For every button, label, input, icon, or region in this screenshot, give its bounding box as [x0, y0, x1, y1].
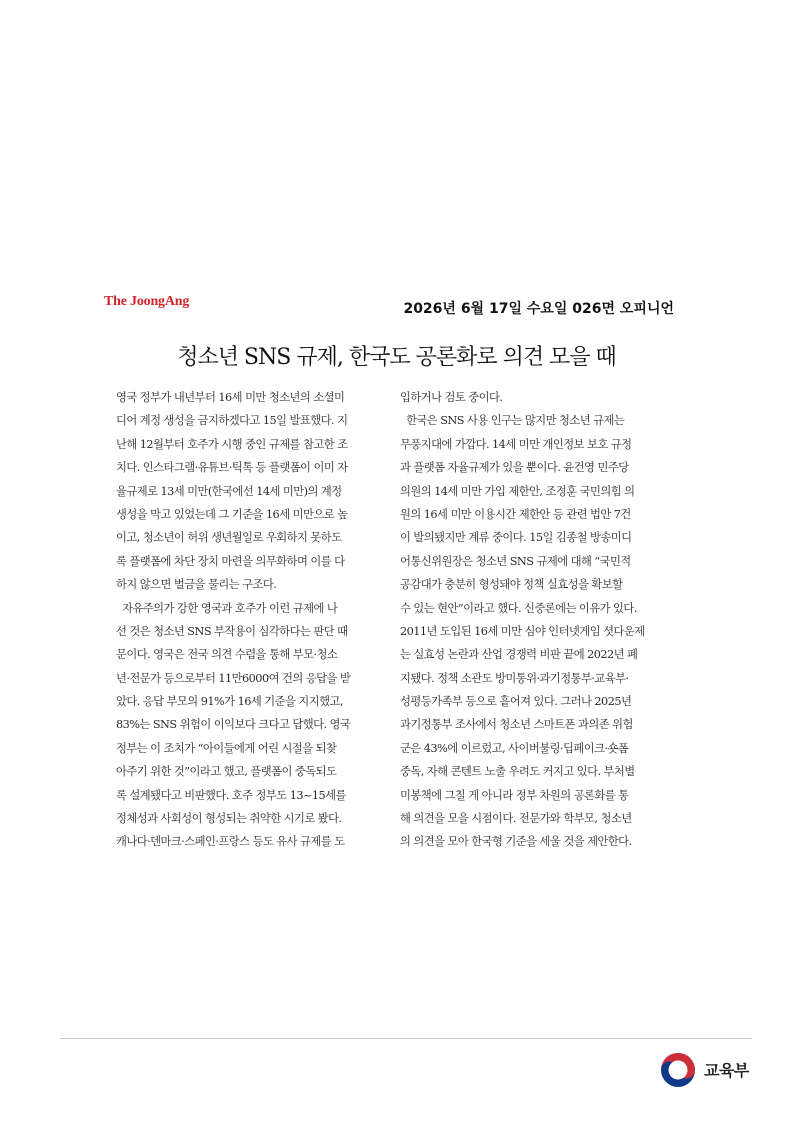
article-line: 난해 12월부터 호주가 시행 중인 규제를 참고한 조 [116, 437, 348, 451]
ministry-name: 교육부 [704, 1061, 749, 1080]
publication-name: The JoongAng [104, 294, 190, 309]
article-line: 어통신위원장은 청소년 SNS 규제에 대해 “국민적 [400, 554, 631, 568]
article-line: 원의 16세 미만 이용시간 제한안 등 관련 법안 7건 [400, 507, 631, 521]
article-line: 중독, 자해 콘텐트 노출 우려도 커지고 있다. 부처별 [400, 765, 635, 779]
article-line: 무풍지대에 가깝다. 14세 미만 개인정보 보호 규정 [400, 437, 632, 451]
article-line: 성평등가족부 등으로 흩어져 있다. 그러나 2025년 [400, 695, 632, 709]
article-column-left [116, 386, 388, 854]
article-line: 이 발의됐지만 계류 중이다. 15일 김종철 방송미디 [400, 531, 632, 545]
article-line: 정체성과 사회성이 형성되는 취약한 시기로 봤다. [116, 812, 342, 826]
taegeuk-logo-icon [660, 1052, 696, 1088]
article-line: 수 있는 현안”이라고 했다. 신중론에는 이유가 있다. [400, 601, 637, 615]
article-line: 과 플랫폼 자율규제가 있을 뿐이다. 윤건영 민주당 [400, 461, 629, 475]
article-line: 공감대가 충분히 형성돼야 정책 실효성을 확보할 [400, 578, 623, 592]
dateline: 2026년 6월 17일 수요일 026면 오피니언 [403, 301, 674, 317]
article-line: 미봉책에 그칠 게 아니라 정부 차원의 공론화를 통 [400, 788, 629, 802]
article-line: 하지 않으면 벌금을 물리는 구조다. [116, 578, 277, 592]
footer-divider [60, 1038, 752, 1039]
article-line: 자유주의가 강한 영국과 호주가 이런 규제에 나 [116, 601, 338, 615]
article-headline: 청소년 SNS 규제, 한국도 공론화로 의견 모을 때 [177, 345, 616, 370]
article-line: 해 의견을 모을 시점이다. 전문가와 학부모, 청소년 [400, 812, 632, 826]
article-line: 아주기 위한 것”이라고 했고, 플랫폼이 중독되도 [116, 765, 337, 779]
article-line: 지됐다. 정책 소관도 방미통위·과기정통부·교육부· [400, 671, 629, 685]
article-line: 년·전문가 등으로부터 11만6000여 건의 응답을 받 [116, 671, 351, 685]
article-line: 의 의견을 모아 한국형 기준을 세울 것을 제안한다. [400, 835, 632, 849]
article-line: 캐나다·덴마크·스페인·프랑스 등도 유사 규제를 도 [116, 835, 345, 849]
article-column-right [400, 386, 672, 854]
article-line: 는 실효성 논란과 산업 경쟁력 비판 끝에 2022년 폐 [400, 648, 638, 662]
article-line: 생성을 막고 있었는데 그 기준을 16세 미만으로 높 [116, 507, 348, 521]
article-line: 입하거나 검토 중이다. [400, 391, 503, 404]
article-line: 정부는 이 조치가 “아이들에게 어린 시절을 되찾 [116, 741, 337, 755]
article-line: 이고, 청소년이 허위 생년월일로 우회하지 못하도 [116, 531, 342, 545]
article-line: 군은 43%에 이르렀고, 사이버불링·딥페이크·숏폼 [400, 741, 629, 755]
article-line: 록 플랫폼에 차단 장치 마련을 의무화하며 이를 다 [116, 554, 345, 568]
article-line: 2011년 도입된 16세 미만 심야 인터넷게임 셧다운제 [400, 624, 645, 638]
article-line: 문이다. 영국은 전국 의견 수렴을 통해 부모·청소 [116, 648, 338, 662]
article-line: 한국은 SNS 사용 인구는 많지만 청소년 규제는 [400, 414, 625, 428]
article-line: 의원의 14세 미만 가입 제한안, 조정훈 국민의힘 의 [400, 484, 635, 498]
article-line: 영국 정부가 내년부터 16세 미만 청소년의 소셜미 [116, 391, 345, 404]
article-line: 디어 계정 생성을 금지하겠다고 15일 발표했다. 지 [116, 414, 348, 428]
article-line: 치다. 인스타그램·유튜브·틱톡 등 플랫폼이 이미 자 [116, 461, 348, 475]
article-line: 과기정통부 조사에서 청소년 스마트폰 과의존 위험 [400, 718, 633, 732]
article-line: 율규제로 13세 미만(한국에선 14세 미만)의 계정 [116, 484, 342, 498]
article-line: 록 설계됐다고 비판했다. 호주 정부도 13~15세를 [116, 788, 346, 802]
article-line: 았다. 응답 부모의 91%가 16세 기준을 지지했고, [116, 695, 343, 709]
article-line: 선 것은 청소년 SNS 부작용이 심각하다는 판단 때 [116, 624, 348, 638]
article-line: 83%는 SNS 위험이 이익보다 크다고 답했다. 영국 [116, 718, 351, 732]
